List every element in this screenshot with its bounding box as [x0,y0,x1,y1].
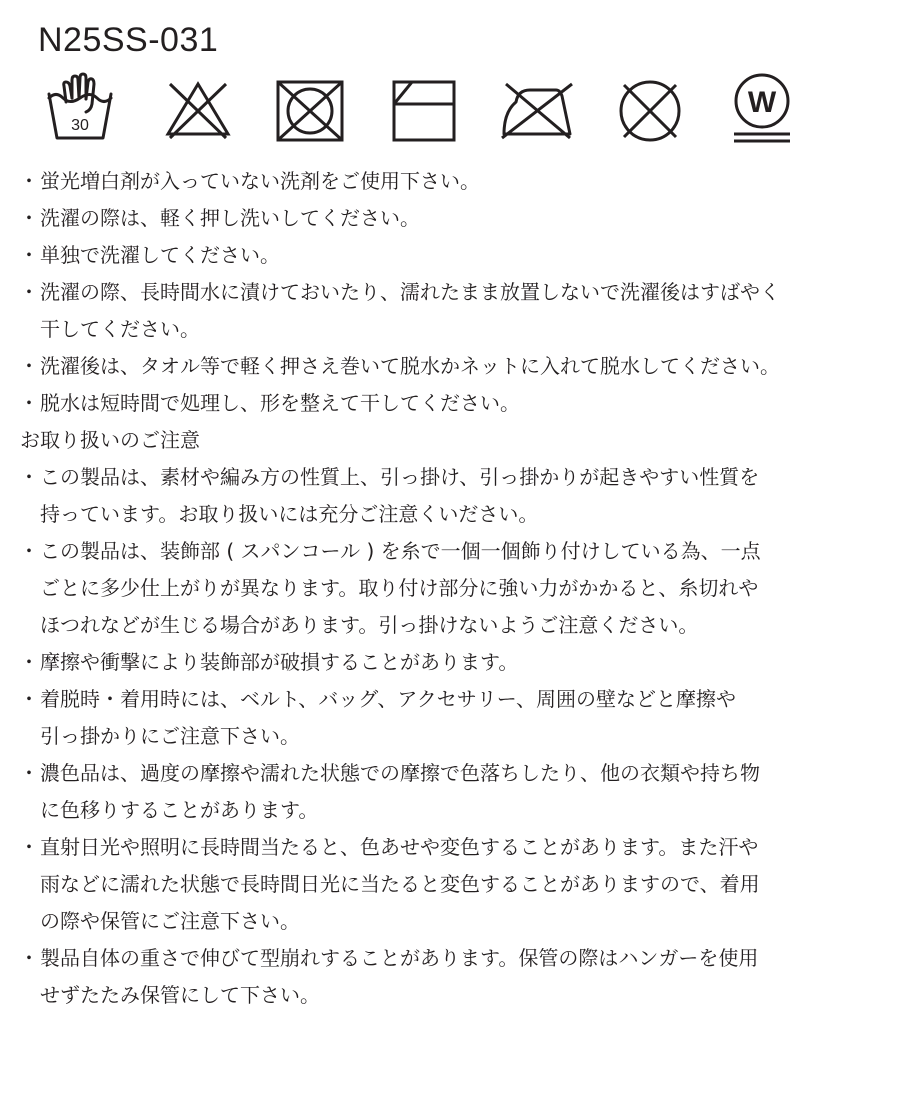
no-bleach-icon [158,68,238,152]
bullet-mark: ・ [19,206,39,230]
bullet-item [18,200,898,237]
bullet-item [18,644,898,681]
bullet-mark: ・ [19,169,39,193]
bullet-text: 脱水は短時間で処理し、形を整えて干してください。 [40,391,520,415]
bullet-mark: ・ [19,539,39,563]
bullet-item [18,681,898,718]
bullet-text: 蛍光増白剤が入っていない洗剤をご使用下さい。 [40,169,480,193]
bullet-text: この製品は、素材や編み方の性質上、引っ掛け、引っ掛かりが起きやすい性質を [40,465,760,489]
line-dry-shade-icon [384,68,464,152]
bullet-item [18,163,898,200]
bullet-continuation: 引っ掛かりにご注意下さい。 [40,724,300,748]
product-code: N25SS-031 [38,21,219,59]
svg-text:30: 30 [71,117,89,134]
section-heading: お取り扱いのご注意 [20,428,200,452]
bullet-text: 摩擦や衝撃により装飾部が破損することがあります。 [40,650,519,674]
bullet-mark: ・ [19,946,39,970]
bullet-mark: ・ [19,354,39,378]
bullet-text: 洗濯の際は、軽く押し洗いしてください。 [40,206,420,230]
bullet-item [18,348,898,385]
bullet-continuation: せずたたみ保管にして下さい。 [40,983,320,1007]
bullet-continuation: 干してください。 [40,317,200,341]
bullet-continuation: ごとに多少仕上がりが異なります。取り付け部分に強い力がかかると、糸切れや [40,576,759,600]
no-iron-icon [498,68,578,152]
bullet-text: 直射日光や照明に長時間当たると、色あせや変色することがあります。また汗や [40,835,759,859]
no-dry-clean-icon [610,68,690,152]
bullet-mark: ・ [19,761,39,785]
bullet-item [18,274,898,311]
bullet-mark: ・ [19,687,39,711]
bullet-mark: ・ [19,391,39,415]
bullet-text: この製品は、装飾部 ( スパンコール ) を糸で一個一個飾り付けしている為、一点 [40,539,761,563]
care-instructions [18,163,898,1014]
bullet-item [18,940,898,977]
bullet-text: 単独で洗濯してください。 [40,243,280,267]
bullet-mark: ・ [19,835,39,859]
bullet-text: 製品自体の重さで伸びて型崩れすることがあります。保管の際はハンガーを使用 [40,946,759,970]
wet-clean-very-gentle-icon [722,68,802,152]
bullet-text: 着脱時・着用時には、ベルト、バッグ、アクセサリー、周囲の壁などと摩擦や [40,687,736,711]
no-tumble-dry-icon [270,68,350,152]
bullet-mark: ・ [19,465,39,489]
bullet-mark: ・ [19,243,39,267]
bullet-continuation: の際や保管にご注意下さい。 [40,909,300,933]
bullet-text: 濃色品は、過度の摩擦や濡れた状態での摩擦で色落ちしたり、他の衣類や持ち物 [40,761,760,785]
bullet-item [18,459,898,496]
bullet-text: 洗濯の際、長時間水に漬けておいたり、濡れたまま放置しないで洗濯後はすばやく [40,280,780,304]
hand-wash-30-icon [40,68,120,152]
bullet-mark: ・ [19,280,39,304]
bullet-continuation: に色移りすることがあります。 [40,798,319,822]
bullet-item [18,755,898,792]
bullet-continuation: 持っています。お取り扱いには充分ご注意くいださい。 [40,502,539,526]
bullet-item [18,533,898,570]
bullet-continuation: ほつれなどが生じる場合があります。引っ掛けないようご注意ください。 [40,613,699,637]
bullet-continuation: 雨などに濡れた状態で長時間日光に当たると変色することがありますので、着用 [40,872,760,896]
care-symbols-row [0,68,920,152]
bullet-item [18,237,898,274]
bullet-mark: ・ [19,650,39,674]
bullet-item [18,829,898,866]
svg-text:W: W [747,86,777,119]
bullet-text: 洗濯後は、タオル等で軽く押さえ巻いて脱水かネットに入れて脱水してください。 [40,354,780,378]
bullet-item [18,385,898,422]
